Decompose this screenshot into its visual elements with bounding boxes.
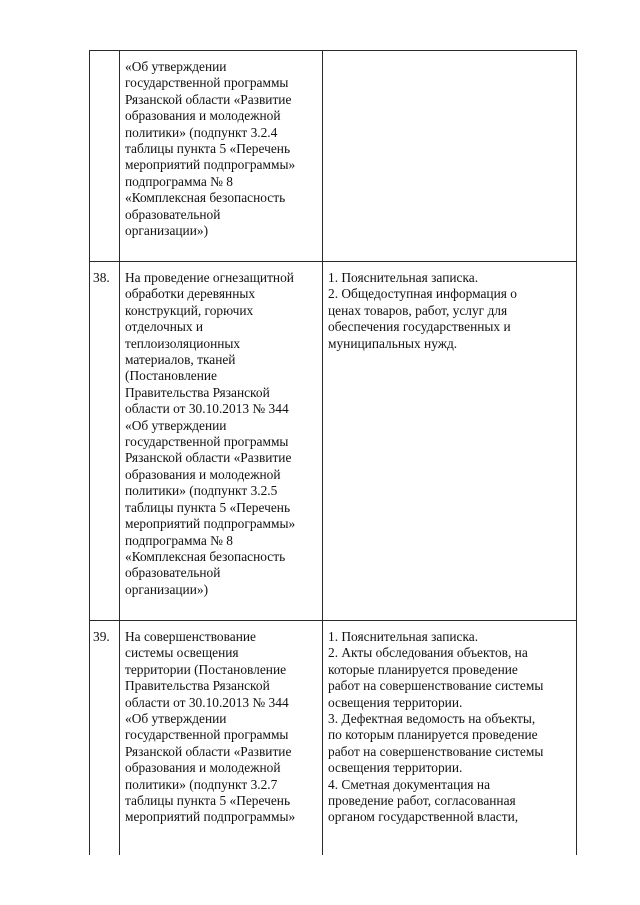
description-line: «Об утверждении [125, 59, 227, 74]
description-line: «Комплексная безопасность [125, 190, 286, 206]
description-line: области от 30.10.2013 № 344 [125, 401, 289, 417]
description-line: политики» (подпункт 3.2.5 [125, 483, 278, 499]
document-line: 3. Дефектная ведомость на объекты, [328, 711, 536, 727]
description-line: образования и молодежной [125, 760, 281, 776]
description-line: таблицы пункта 5 «Перечень [125, 499, 291, 515]
table-body [90, 51, 577, 856]
description-line: «Комплексная безопасность [125, 548, 286, 564]
description-line: организации») [125, 223, 209, 239]
description-line: подпрограмма № 8 [125, 532, 233, 548]
description-line: конструкций, горючих [125, 302, 254, 318]
description-line: отделочных и [125, 319, 204, 335]
description-line: Правительства Рязанской [125, 384, 270, 400]
description-line: Рязанской области «Развитие [125, 743, 292, 759]
table-row [90, 51, 577, 262]
document-line: освещения территории. [328, 694, 463, 710]
document-line: работ на совершенствование системы [328, 743, 544, 759]
row-number: 38. [93, 270, 110, 285]
description-line: мероприятий подпрограммы» [125, 809, 296, 825]
description-line: государственной программы [125, 75, 289, 91]
row-number-cell [90, 51, 120, 262]
document-line: органом государственной власти, [328, 809, 519, 825]
description-line: Рязанской области «Развитие [125, 450, 292, 466]
description-line: мероприятий подпрограммы» [125, 516, 296, 532]
required-documents-cell [323, 621, 577, 856]
row-number-cell [90, 262, 120, 621]
description-line: организации») [125, 581, 209, 597]
description-line: подпрограмма № 8 [125, 173, 233, 189]
description-line: обработки деревянных [125, 286, 256, 302]
description-line: «Об утверждении [125, 711, 227, 727]
description-line: территории (Постановление [125, 661, 287, 677]
description-line: области от 30.10.2013 № 344 [125, 694, 289, 710]
description-line: образовательной [125, 565, 221, 581]
description-line: На проведение огнезащитной [125, 270, 294, 285]
description-line: системы освещения [125, 645, 239, 661]
document-line: муниципальных нужд. [328, 335, 458, 351]
row-number: 39. [93, 629, 110, 644]
document-line: которые планируется проведение [328, 661, 518, 677]
description-line: материалов, тканей [125, 352, 236, 368]
document-line: проведение работ, согласованная [328, 793, 516, 809]
requirements-table [89, 50, 577, 855]
document-line: 4. Сметная документация на [328, 776, 491, 792]
required-documents-cell [323, 51, 577, 262]
measure-description-cell [120, 51, 323, 262]
measure-description-cell [120, 621, 323, 856]
document-line: 1. Пояснительная записка. [328, 270, 479, 285]
row-number-cell [90, 621, 120, 856]
description-line: государственной программы [125, 727, 289, 743]
required-documents-cell [323, 262, 577, 621]
document-line: 1. Пояснительная записка. [328, 629, 479, 644]
description-line: (Постановление [125, 368, 217, 384]
description-line: Правительства Рязанской [125, 678, 270, 694]
document-line: обеспечения государственных и [328, 319, 511, 335]
description-line: образования и молодежной [125, 466, 281, 482]
description-line: мероприятий подпрограммы» [125, 157, 296, 173]
description-line: «Об утверждении [125, 417, 227, 433]
description-line: образования и молодежной [125, 108, 281, 124]
description-line: таблицы пункта 5 «Перечень [125, 141, 291, 157]
description-line: политики» (подпункт 3.2.4 [125, 124, 278, 140]
table-row [90, 262, 577, 621]
description-line: таблицы пункта 5 «Перечень [125, 793, 291, 809]
document-line: работ на совершенствование системы [328, 678, 544, 694]
document-line: 2. Акты обследования объектов, на [328, 645, 528, 661]
description-line: На совершенствование [125, 629, 256, 644]
document-line: 2. Общедоступная информация о [328, 286, 517, 302]
description-line: государственной программы [125, 434, 289, 450]
description-line: политики» (подпункт 3.2.7 [125, 776, 278, 792]
table-row [90, 621, 577, 856]
measure-description-cell [120, 262, 323, 621]
document-line: освещения территории. [328, 760, 463, 776]
document-line: по которым планируется проведение [328, 727, 538, 743]
description-line: теплоизоляционных [125, 335, 241, 351]
description-line: Рязанской области «Развитие [125, 91, 292, 107]
document-line: ценах товаров, работ, услуг для [328, 302, 508, 318]
description-line: образовательной [125, 206, 221, 222]
